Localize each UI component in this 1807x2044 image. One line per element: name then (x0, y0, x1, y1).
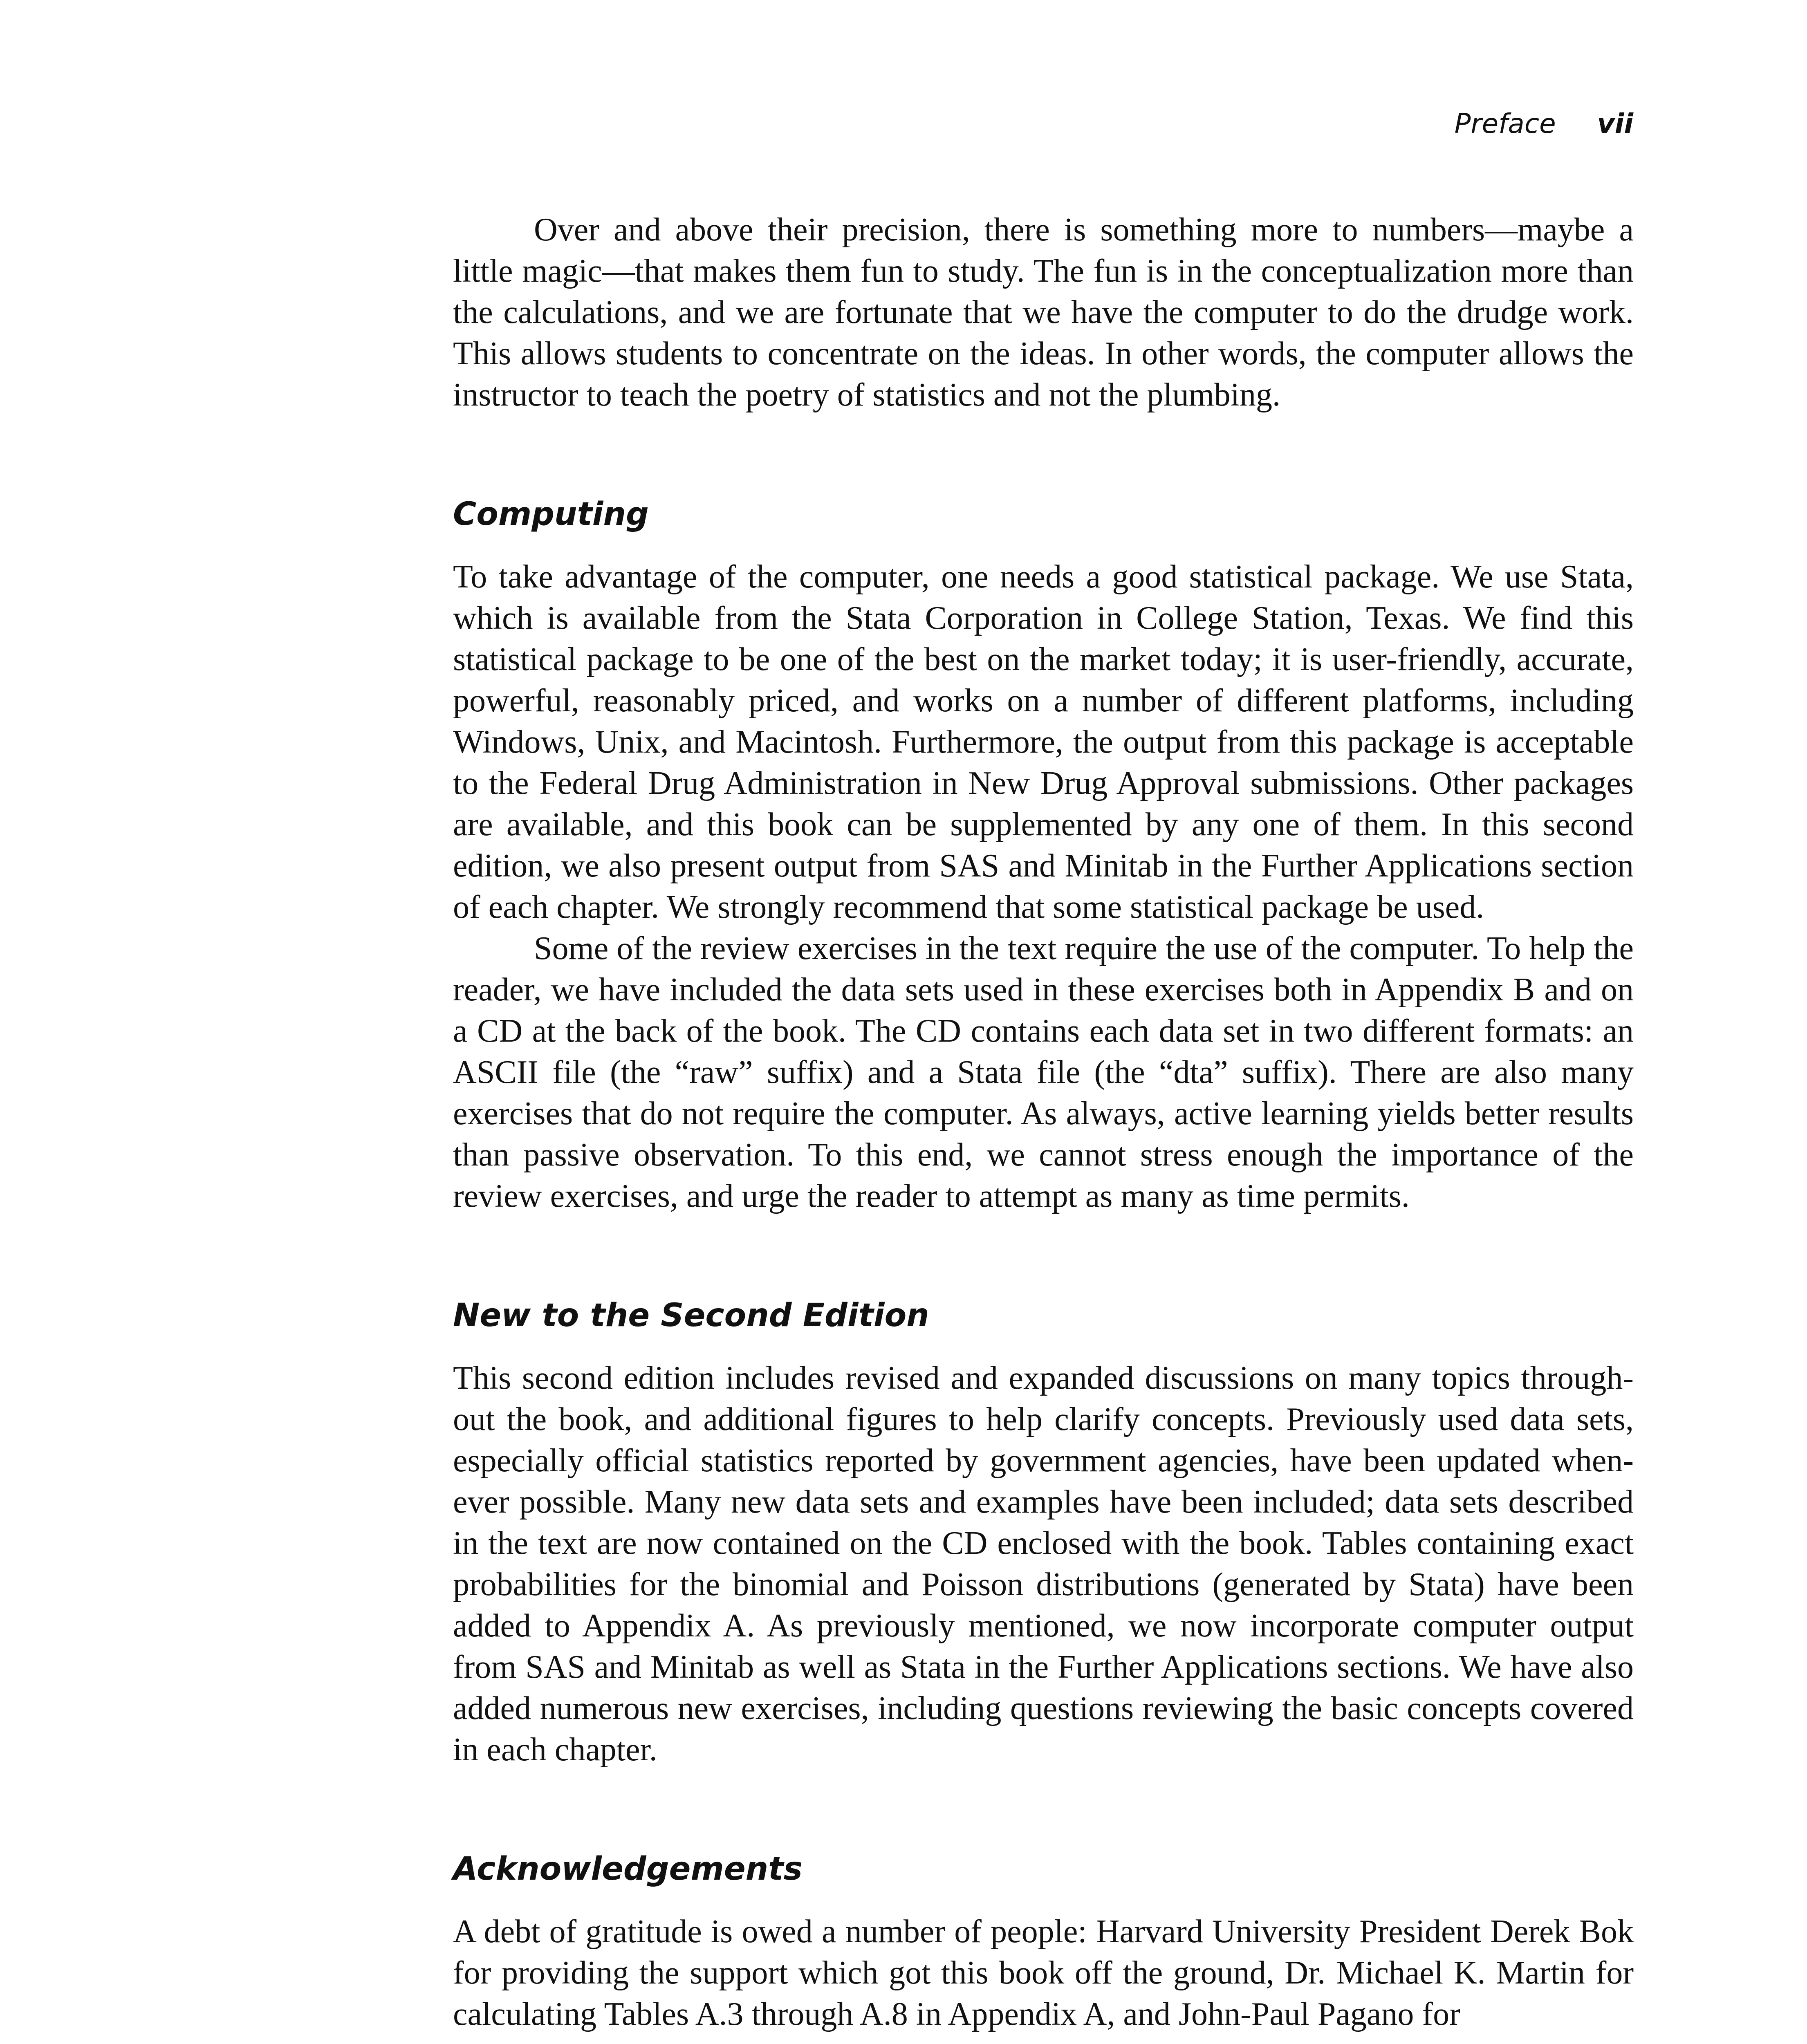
acknowledgements-heading: Acknowledgements (453, 1851, 803, 1887)
body-text (453, 209, 1634, 2035)
intro-paragraph: Over and above their precision, there is something more to numbers—maybe a little magic—that makes them fun to study. The fun is in the conceptualization more than the calculations, and we are fortunate that we have the computer to do the drudge work. This allows students to concentrate on the ideas. In other words, the computer allows the instructor to teach the poetry of statistics and not the plumbing. (453, 212, 1634, 413)
running-head-title: Preface (1454, 108, 1556, 139)
acknowledgements-paragraph: A debt of gratitude is owed a number of people: Harvard University President Derek Bok for providing the support which got this book off the ground, Dr. Michael K. Martin for calculating Tables A.3 through A.8 in Appendix A, and John-Paul Pagano for (453, 1914, 1634, 2032)
computing-paragraph-1: To take advantage of the computer, one needs a good statistical package. We use Stata, which is available from the Stata Corporation in College Station, Texas. We find this statistical package to be one of the best on the market today; it is user-friendly, accurate, powerful, reasonably priced, and works on a number of different platforms, including Windows, Unix, and Macintosh. Furthermore, the output from this package is acceptable to the Federal Drug Administration in New Drug Approval submissions. Other packages are available, and this book can be supplemented by any one of them. In this second edition, we also present output from SAS and Minitab in the Further Applications section of each chapter. We strongly recommend that some statistical package be used. (453, 559, 1634, 925)
computing-paragraph-2: Some of the review exercises in the text require the use of the computer. To help the reader, we have included the data sets used in these exercises both in Appendix B and on a CD at the back of the book. The CD contains each data set in two different formats: an ASCII file (the “raw” suffix) and a Stata file (the “dta” suffix). There are also many exercises that do not require the computer. As always, active learning yields better results than passive observation. To this end, we cannot stress enough the importance of the review exercises, and urge the reader to attempt as many as time permits. (453, 930, 1634, 1214)
computing-heading: Computing (453, 496, 649, 533)
running-head (1455, 110, 1633, 137)
new-edition-paragraph: This second edition includes revised and expanded discussions on many topics throughout the book, and additional figures to help clarify concepts. Previously used data sets, especially official statistics reported by government agencies, have been updated whenever possible. Many new data sets and examples have been included; data sets described in the text are now contained on the CD enclosed with the book. Tables containing exact probabilities for the binomial and Poisson distributions (generated by Stata) have been added to Appendix A. As previously mentioned, we now incorporate computer output from SAS and Minitab as well as Stata in the Further Applications sections. We have also added numerous new exercises, including questions reviewing the basic concepts covered in each chapter. (453, 1360, 1634, 1768)
page-number: vii (1597, 108, 1633, 139)
new-edition-heading: New to the Second Edition (453, 1297, 929, 1334)
